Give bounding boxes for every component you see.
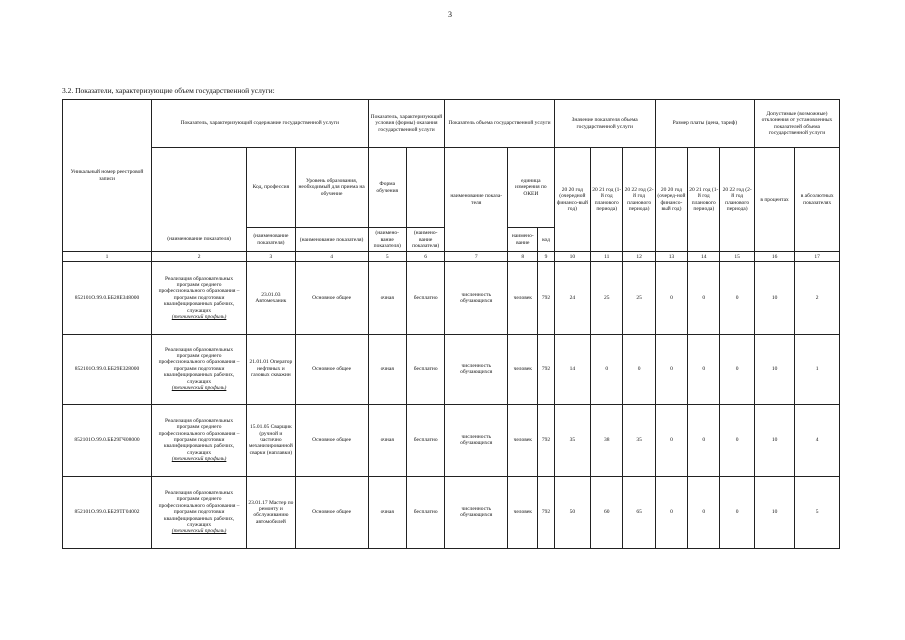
col-num: 16 — [754, 252, 794, 262]
content-cell — [152, 476, 247, 548]
form-cell: очная — [368, 262, 406, 334]
deviation-absolute-cell: 1 — [795, 334, 840, 404]
content-cell — [152, 334, 247, 404]
value-2021-cell: 0 — [591, 334, 623, 404]
header-volume-group: Показатель объема государственной услуги — [445, 100, 554, 148]
col-num: 14 — [688, 252, 720, 262]
registry-cell: 852101О.99.0.ББ29ТГ04002 — [63, 476, 152, 548]
indicator-cell: численность обучающихся — [445, 476, 508, 548]
header-fee-2021: 20 21 год (1-й год планового периода) — [688, 148, 720, 252]
value-2021-cell: 25 — [591, 262, 623, 334]
header-conditions-blank — [406, 148, 444, 228]
table-row — [63, 334, 840, 404]
value-2020-cell: 50 — [554, 476, 590, 548]
fee-type-cell: бесплатно — [406, 404, 444, 476]
unit-cell: человек — [508, 334, 538, 404]
header-form: Форма обучения — [368, 148, 406, 228]
level-cell: Основное общее — [295, 404, 368, 476]
table-row — [63, 262, 840, 334]
registry-cell: 852101О.99.0.ББ28ЕЗ48000 — [63, 262, 152, 334]
content-text: Реализация образовательных программ среднего профессионального образования – программ подготовки квалифицированных рабочих, служащих — [158, 346, 240, 385]
profile-text: (технический профиль) — [171, 456, 227, 463]
content-text: Реализация образовательных программ среднего профессионального образования – программ подготовки квалифицированных рабочих, служащих — [158, 489, 240, 529]
form-cell: очная — [368, 334, 406, 404]
table-row — [63, 476, 840, 548]
sub-name-3: (наименование показателя) — [295, 228, 368, 252]
fee-2021-cell: 0 — [688, 334, 720, 404]
value-2020-cell: 24 — [554, 262, 590, 334]
form-cell: очная — [368, 476, 406, 548]
col-num: 1 — [63, 252, 152, 262]
header-year-2022: 20 22 год (2-й год планового периода) — [623, 148, 655, 252]
header-code-profession: Код, профессия — [247, 148, 296, 228]
fee-2020-cell: 0 — [655, 262, 687, 334]
indicator-cell: численность обучающихся — [445, 262, 508, 334]
fee-2021-cell: 0 — [688, 476, 720, 548]
header-conditions-group: Показатель, характеризующий условия (формы) оказания государственной услуги — [368, 100, 445, 148]
col-num: 3 — [247, 252, 296, 262]
sub-name-2: (наименование показателя) — [247, 228, 296, 252]
col-num: 6 — [406, 252, 444, 262]
okei-cell: 792 — [538, 476, 554, 548]
indicator-cell: численность обучающихся — [445, 404, 508, 476]
value-2022-cell: 25 — [623, 262, 655, 334]
header-education-level: Уровень образования, необходимый для приема на обучение — [295, 148, 368, 228]
deviation-absolute-cell: 5 — [795, 476, 840, 548]
col-num: 7 — [445, 252, 508, 262]
fee-2020-cell: 0 — [655, 476, 687, 548]
deviation-percent-cell: 10 — [754, 476, 794, 548]
profile-text: (технический профиль) — [171, 528, 227, 535]
profile-text: (технический профиль) — [171, 313, 227, 320]
fee-2020-cell: 0 — [655, 404, 687, 476]
okei-cell: 792 — [538, 334, 554, 404]
value-2022-cell: 65 — [623, 476, 655, 548]
header-fee-2022: 20 22 год (2-й год планового периода) — [720, 148, 754, 252]
okei-cell: 792 — [538, 404, 554, 476]
code-cell: 15.01.05 Сварщик (ручной и частично механизированной сварки (наплавки) — [247, 404, 296, 476]
header-content-group: Показатель, характеризующий содержание государственной услуги — [152, 100, 368, 148]
level-cell: Основное общее — [295, 476, 368, 548]
col-num: 13 — [655, 252, 687, 262]
fee-2021-cell: 0 — [688, 404, 720, 476]
sub-name-4: (наимено-вание показателя) — [368, 228, 406, 252]
col-num: 15 — [720, 252, 754, 262]
page-number: 3 — [448, 10, 452, 19]
header-year-2021: 20 21 год (1-й год планового периода) — [591, 148, 623, 252]
fee-type-cell: бесплатно — [406, 334, 444, 404]
deviation-percent-cell: 10 — [754, 262, 794, 334]
fee-2022-cell: 0 — [720, 334, 754, 404]
column-numbers-row — [63, 252, 840, 262]
value-2020-cell: 35 — [554, 404, 590, 476]
fee-type-cell: бесплатно — [406, 262, 444, 334]
value-2022-cell: 0 — [623, 334, 655, 404]
volume-indicators-table — [62, 99, 840, 549]
fee-2021-cell: 0 — [688, 262, 720, 334]
col-num: 5 — [368, 252, 406, 262]
col-num: 10 — [554, 252, 590, 262]
col-num: 9 — [538, 252, 554, 262]
sub-name-5: (наимено-вание показателя) — [406, 228, 444, 252]
col-num: 2 — [152, 252, 247, 262]
header-in-percent: в процентах — [754, 148, 794, 252]
header-deviation-group: Допустимые (возможные) отклонения от установленных показателей объема государственной услуги — [754, 100, 839, 148]
level-cell: Основное общее — [295, 262, 368, 334]
header-year-2020: 20 20 год (очередной финансо-вый год) — [554, 148, 590, 252]
col-num: 11 — [591, 252, 623, 262]
code-cell: 23.01.03 Автомеханик — [247, 262, 296, 334]
table-row — [63, 404, 840, 476]
deviation-absolute-cell: 2 — [795, 262, 840, 334]
fee-2022-cell: 0 — [720, 476, 754, 548]
code-cell: 23.01.17 Мастер по ремонту и обслуживанию автомобилей — [247, 476, 296, 548]
value-2022-cell: 35 — [623, 404, 655, 476]
content-text: Реализация образовательных программ среднего профессионального образования – программ подготовки квалифицированных рабочих, служащих — [158, 417, 240, 456]
header-indicator-name: наименование показа-теля — [445, 148, 508, 252]
header-fee-group: Размер платы (цена, тариф) — [655, 100, 754, 148]
deviation-percent-cell: 10 — [754, 404, 794, 476]
deviation-percent-cell: 10 — [754, 334, 794, 404]
fee-2022-cell: 0 — [720, 404, 754, 476]
content-cell — [152, 404, 247, 476]
registry-cell: 852101О.99.0.ББ29ЕЗ28000 — [63, 334, 152, 404]
header-content-blank — [152, 148, 247, 228]
header-fee-2020: 20 20 год (очеред-ной финансо-вый год) — [655, 148, 687, 252]
section-title: 3.2. Показатели, характеризующие объем государственной услуги: — [62, 86, 275, 95]
col-num: 4 — [295, 252, 368, 262]
fee-2020-cell: 0 — [655, 334, 687, 404]
profile-text: (технический профиль) — [171, 385, 227, 392]
okei-cell: 792 — [538, 262, 554, 334]
header-unit-code: код — [538, 228, 554, 252]
deviation-absolute-cell: 4 — [795, 404, 840, 476]
fee-2022-cell: 0 — [720, 262, 754, 334]
registry-cell: 852101О.99.0.ББ29ГЧ08000 — [63, 404, 152, 476]
fee-type-cell: бесплатно — [406, 476, 444, 548]
content-cell — [152, 262, 247, 334]
unit-cell: человек — [508, 476, 538, 548]
form-cell: очная — [368, 404, 406, 476]
col-num: 8 — [508, 252, 538, 262]
value-2021-cell: 38 — [591, 404, 623, 476]
value-2021-cell: 60 — [591, 476, 623, 548]
value-2020-cell: 14 — [554, 334, 590, 404]
unit-cell: человек — [508, 404, 538, 476]
level-cell: Основное общее — [295, 334, 368, 404]
unit-cell: человек — [508, 262, 538, 334]
col-num: 17 — [795, 252, 840, 262]
col-num: 12 — [623, 252, 655, 262]
header-value-group: Значение показателя объема государственной услуги — [554, 100, 655, 148]
header-unit-group — [508, 148, 555, 228]
indicator-cell: численность обучающихся — [445, 334, 508, 404]
content-text: Реализация образовательных программ среднего профессионального образования – программ подготовки квалифицированных рабочих, служащих — [158, 275, 240, 314]
header-unit-name: наимено-вание — [508, 228, 538, 252]
header-unit-group-label: единица измерения по ОКЕИ — [515, 178, 547, 197]
header-registry: Уникальный номер реестровой записи — [63, 100, 152, 252]
code-cell: 21.01.01 Оператор нефтяных и газовых скважин — [247, 334, 296, 404]
header-in-absolute: в абсолютных показателях — [795, 148, 840, 252]
sub-name-1: (наименование показателя) — [152, 228, 247, 252]
